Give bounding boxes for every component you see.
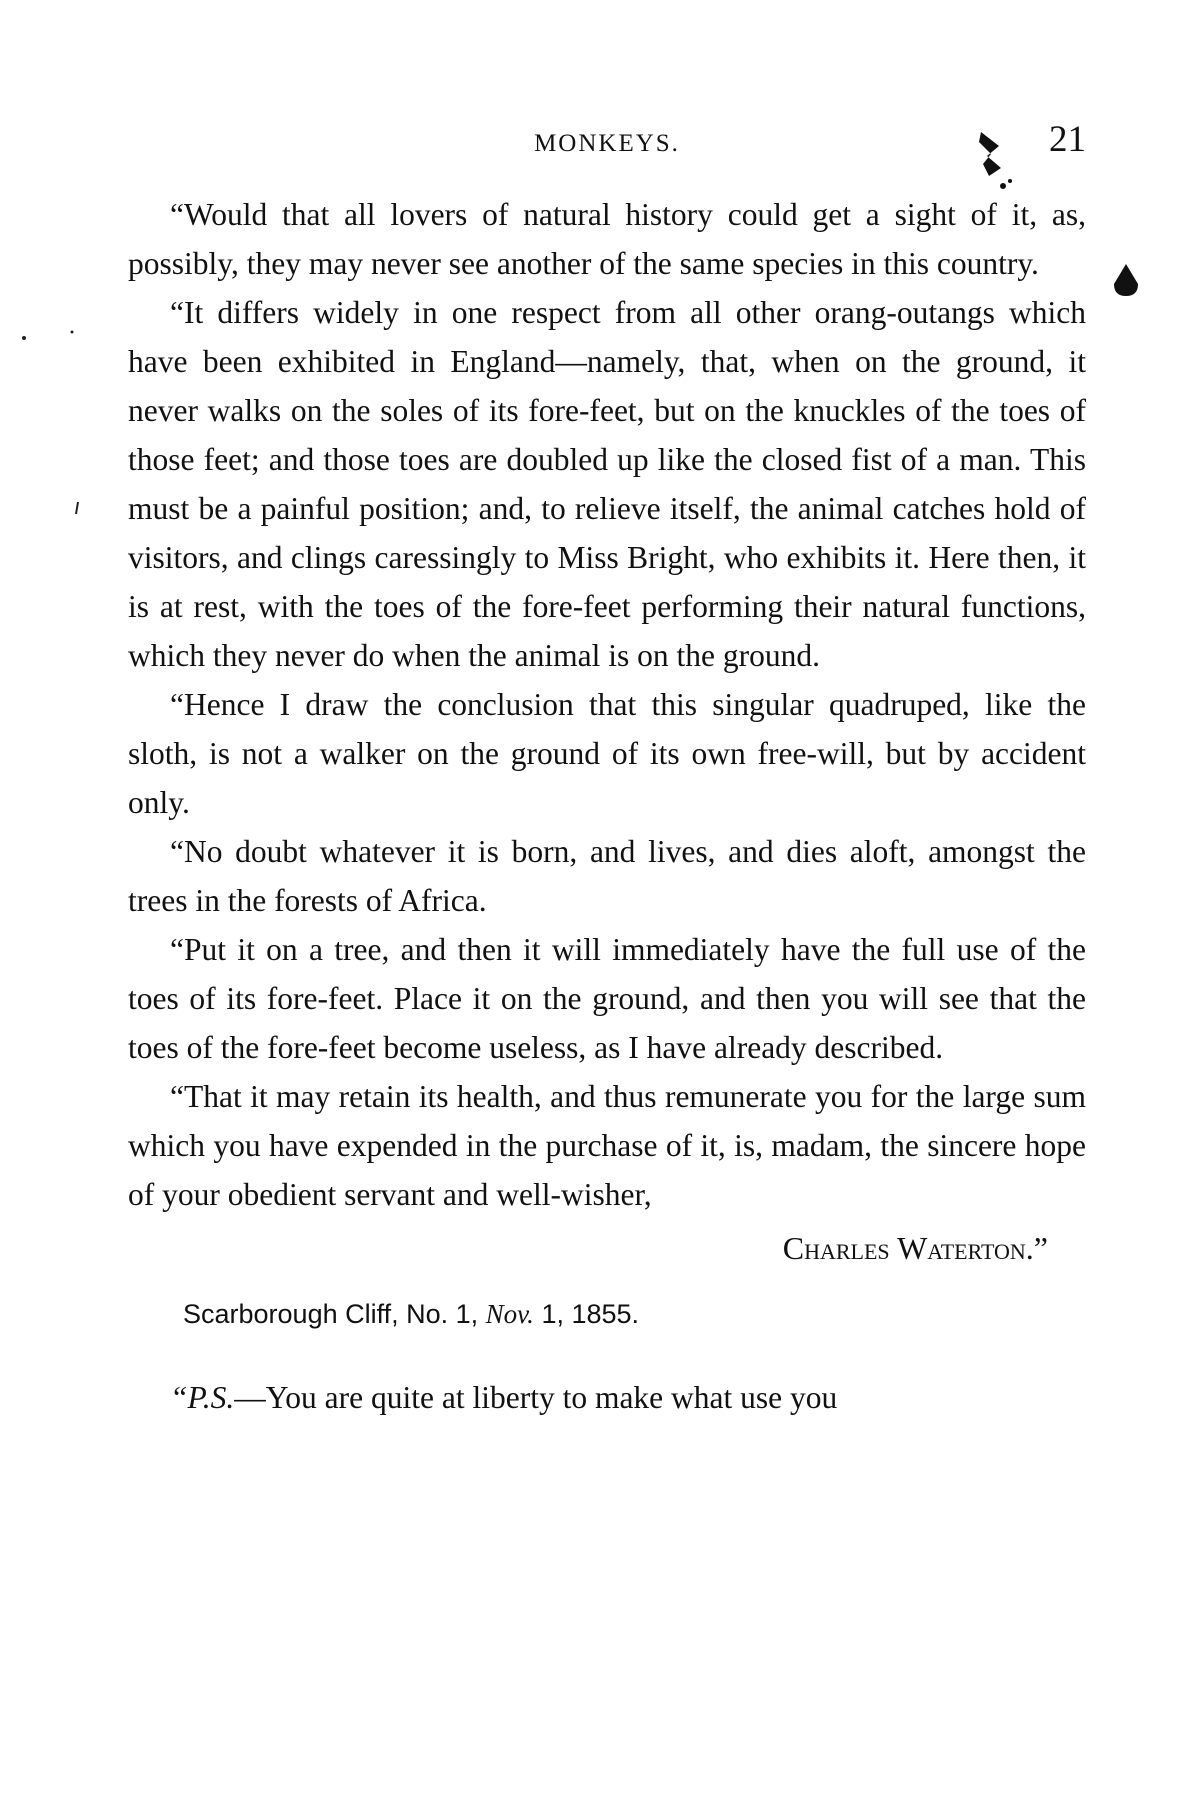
- margin-speck-icon: [20, 320, 80, 350]
- paragraph: “It differs widely in one respect from all other orang-outangs which have been exhibited in England—namely, that, when on the ground, it never walks on the soles of its fore-feet, but on the knuckles of the toes of those feet; and those toes are doubled up like the closed fist of a man. This must be a painful position; and, to relieve itself, the animal catches hold of visitors, and clings caressingly to Miss Bright, who exhibits it. Here then, it is at rest, with the toes of the fore-feet performing their natural functions, which they never do when the animal is on the ground.: [128, 295, 1086, 673]
- paragraph: “Would that all lovers of natural history could get a sight of it, as, possibly, they may never see another of the same species in this country.: [128, 197, 1086, 281]
- running-head: [128, 118, 1086, 166]
- ink-blot-top-icon: [975, 124, 1015, 194]
- dateline-year: 1, 1855.: [541, 1299, 640, 1329]
- signature: Charles Waterton.”: [782, 1230, 1048, 1266]
- paragraph: “Put it on a tree, and then it will immediately have the full use of the toes of its fore-feet. Place it on the ground, and then you will see that the toes of the fore-feet become useless, as I have already described.: [128, 932, 1086, 1065]
- postscript-text: —You are quite at liberty to make what use you: [234, 1380, 838, 1415]
- ink-blot-margin-icon: [1111, 262, 1141, 298]
- margin-tick-icon: [68, 498, 88, 522]
- dateline: [128, 1289, 1086, 1339]
- paragraph: “Hence I draw the conclusion that this singular quadruped, like the sloth, is not a walker on the ground of its own free-will, but by accident only.: [128, 687, 1086, 820]
- postscript-label: “P.S.: [170, 1380, 235, 1415]
- page-number: 21: [1049, 119, 1086, 160]
- running-title: MONKEYS.: [534, 130, 680, 157]
- paragraph: “That it may retain its health, and thus remunerate you for the large sum which you have expended in the purchase of it, is, madam, the sincere hope of your obedient servant and well-wisher,: [128, 1079, 1086, 1212]
- body-text: [128, 190, 1086, 1422]
- paragraph: “No doubt whatever it is born, and lives, and dies aloft, amongst the trees in the forests of Africa.: [128, 834, 1086, 918]
- dateline-month: Nov.: [485, 1299, 534, 1329]
- dateline-place: Scarborough Cliff, No. 1,: [183, 1299, 479, 1329]
- postscript: [128, 1373, 1086, 1422]
